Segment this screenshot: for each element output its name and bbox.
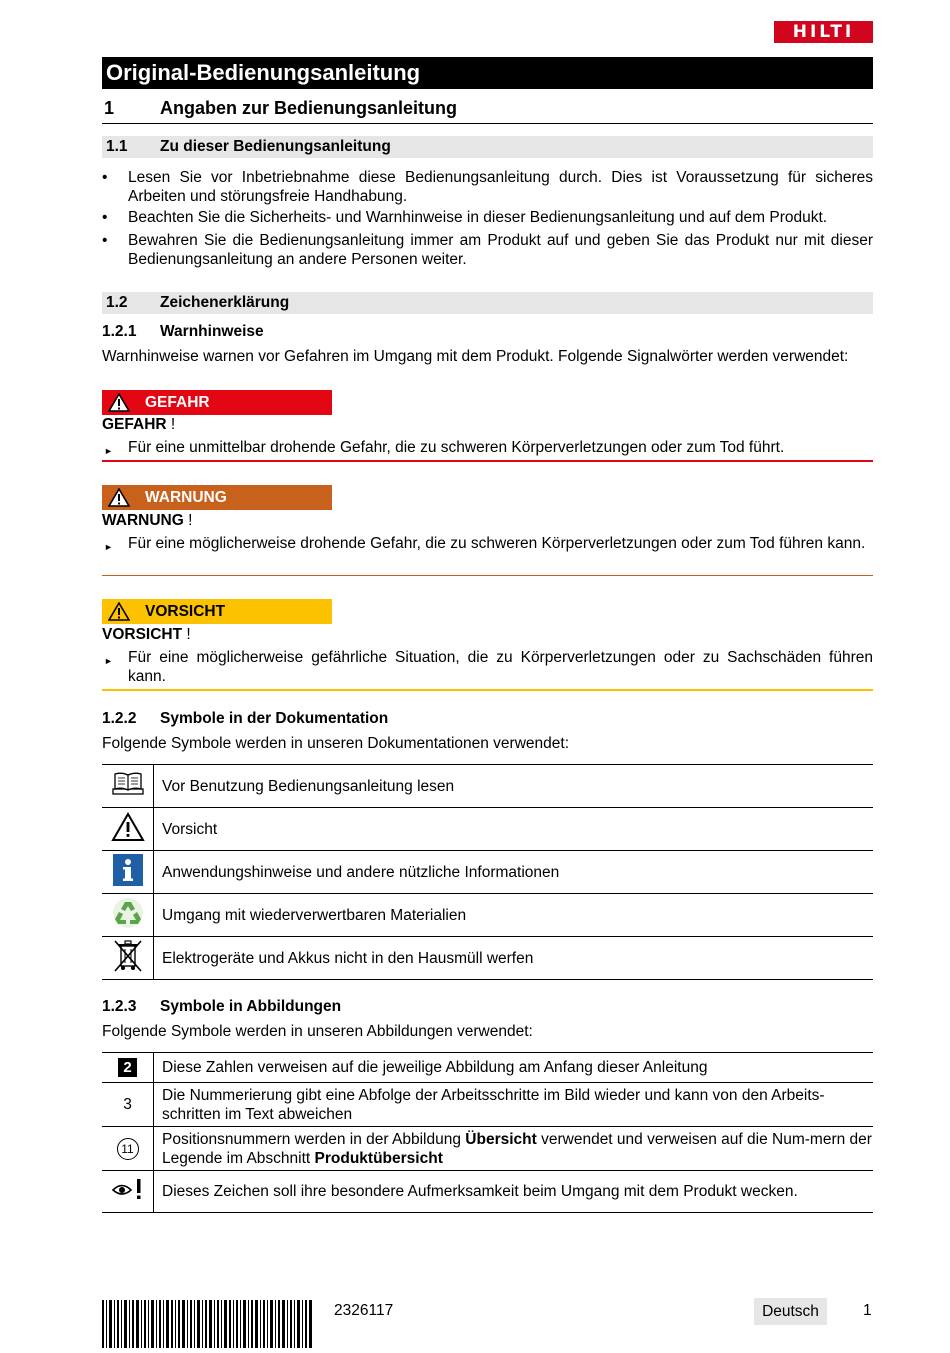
section-1-2-heading bbox=[102, 292, 873, 314]
signal-text: Für eine möglicherweise drohende Gefahr, die zu schweren Körperverletzungen oder zum Tod führen kann. bbox=[128, 535, 866, 552]
section-title: Symbole in Abbildungen bbox=[160, 998, 342, 1015]
position-number-circle: 11 bbox=[117, 1138, 139, 1160]
signal-description bbox=[102, 438, 873, 457]
eye-exclamation-icon bbox=[102, 1171, 154, 1213]
recycle-icon bbox=[102, 894, 154, 937]
symbol-description: Diese Zahlen verweisen auf die jeweilige Abbildung am Anfang dieser Anleitung bbox=[154, 1053, 874, 1083]
arrow-bullet-icon: ► bbox=[104, 446, 113, 456]
signal-description bbox=[102, 648, 873, 686]
symbol-description: Elektrogeräte und Akkus nicht in den Hausmüll werfen bbox=[154, 937, 874, 980]
desc-bold: Übersicht bbox=[465, 1130, 537, 1148]
bullet-dot: • bbox=[102, 232, 108, 249]
warning-triangle-icon bbox=[102, 393, 136, 412]
table-row bbox=[102, 851, 873, 894]
document-number: 2326117 bbox=[334, 1302, 394, 1319]
signal-divider bbox=[102, 460, 873, 462]
signal-divider bbox=[102, 575, 873, 576]
signal-panel-warnung bbox=[102, 485, 332, 510]
table-row bbox=[102, 1053, 873, 1083]
signal-text: Für eine möglicherweise gefährliche Situation, die zu Körperverletzungen oder zu Sachschäden führen kann. bbox=[128, 649, 873, 685]
section-title: Symbole in der Dokumentation bbox=[160, 710, 389, 727]
arrow-bullet-icon: ► bbox=[104, 542, 113, 552]
section-number: 1.1 bbox=[106, 138, 128, 155]
signal-word-text: VORSICHT bbox=[102, 626, 183, 643]
table-row bbox=[102, 1127, 873, 1171]
warnings-intro: Warnhinweise warnen vor Gefahren im Umgang mit dem Produkt. Folgende Signalwörter werden verwendet: bbox=[102, 348, 849, 365]
signal-word: GEFAHR ! bbox=[102, 416, 176, 433]
language-badge: Deutsch bbox=[754, 1298, 827, 1325]
section-number: 1.2.1 bbox=[102, 323, 137, 340]
bullet-text: Bewahren Sie die Bedienungsanleitung immer am Produkt auf und geben Sie das Produkt nur mit dieser Bedienungsanleitung an andere Personen weiter. bbox=[128, 232, 873, 268]
position-number-icon bbox=[102, 1127, 154, 1171]
desc-part: verwendet und verweisen auf die Num-mern der Legende im Abschnitt bbox=[162, 1130, 872, 1167]
section-1-2-1-heading bbox=[102, 323, 264, 341]
page-number: 1 bbox=[863, 1302, 872, 1319]
section-number: 1.2.2 bbox=[102, 710, 137, 727]
signal-divider bbox=[102, 689, 873, 691]
doc-symbols-intro: Folgende Symbole werden in unseren Dokumentationen verwendet: bbox=[102, 735, 570, 752]
signal-word-text: GEFAHR bbox=[102, 416, 167, 433]
desc-part: Positionsnummern werden in der Abbildung bbox=[162, 1130, 466, 1148]
signal-panel-gefahr bbox=[102, 390, 332, 415]
symbol-description: Vor Benutzung Bedienungsanleitung lesen bbox=[154, 765, 874, 808]
section-title: Zeichenerklärung bbox=[160, 294, 290, 311]
doc-symbols-table bbox=[102, 764, 873, 980]
fig-symbols-intro: Folgende Symbole werden in unseren Abbildungen verwendet: bbox=[102, 1023, 533, 1040]
bullet-item bbox=[102, 231, 873, 269]
symbol-description: Vorsicht bbox=[154, 808, 874, 851]
figure-symbols-table bbox=[102, 1052, 873, 1213]
bullet-item bbox=[102, 208, 873, 227]
bullet-text: Beachten Sie die Sicherheits- und Warnhinweise in dieser Bedienungsanleitung und auf dem Produkt. bbox=[128, 209, 828, 226]
section-1-1-heading bbox=[102, 136, 873, 158]
symbol-description bbox=[154, 1127, 874, 1171]
desc-bold: Produktübersicht bbox=[314, 1149, 443, 1167]
figure-number-badge: 2 bbox=[118, 1058, 137, 1077]
arrow-bullet-icon: ► bbox=[104, 656, 113, 666]
figure-number-icon bbox=[102, 1053, 154, 1083]
warning-triangle-icon bbox=[102, 808, 154, 851]
crossed-bin-icon bbox=[102, 937, 154, 980]
section-1-heading bbox=[102, 96, 873, 124]
signal-description bbox=[102, 534, 873, 572]
signal-word-text: WARNUNG bbox=[102, 512, 184, 529]
table-row bbox=[102, 937, 873, 980]
table-row bbox=[102, 1171, 873, 1213]
signal-label: GEFAHR bbox=[145, 393, 210, 411]
table-row bbox=[102, 808, 873, 851]
section-title: Angaben zur Bedienungsanleitung bbox=[160, 98, 458, 118]
book-icon bbox=[102, 765, 154, 808]
signal-text: Für eine unmittelbar drohende Gefahr, die zu schweren Körperverletzungen oder zum Tod führt. bbox=[128, 439, 785, 456]
signal-word: WARNUNG ! bbox=[102, 512, 193, 529]
info-icon bbox=[102, 851, 154, 894]
symbol-description: Umgang mit wiederverwertbaren Materialien bbox=[154, 894, 874, 937]
symbol-description: Anwendungshinweise und andere nützliche Informationen bbox=[154, 851, 874, 894]
barcode bbox=[102, 1300, 312, 1348]
section-number: 1 bbox=[104, 98, 115, 118]
table-row bbox=[102, 765, 873, 808]
signal-word: VORSICHT ! bbox=[102, 626, 191, 643]
symbol-description: Dieses Zeichen soll ihre besondere Aufmerksamkeit beim Umgang mit dem Produkt wecken. bbox=[154, 1171, 874, 1213]
section-number: 1.2.3 bbox=[102, 998, 137, 1015]
symbol-description: Die Nummerierung gibt eine Abfolge der Arbeitsschritte im Bild wieder und kann von den Arbeits-schritten im Text abweichen bbox=[154, 1083, 874, 1127]
signal-panel-vorsicht bbox=[102, 599, 332, 624]
signal-label: WARNUNG bbox=[145, 488, 227, 506]
section-number: 1.2 bbox=[106, 294, 128, 311]
section-title: Warnhinweise bbox=[160, 323, 264, 340]
step-number: 3 bbox=[102, 1083, 154, 1127]
section-title: Zu dieser Bedienungsanleitung bbox=[160, 138, 391, 155]
document-title: Original-Bedienungsanleitung bbox=[102, 57, 873, 89]
signal-label: VORSICHT bbox=[145, 602, 226, 620]
hilti-logo: HILTI bbox=[774, 21, 873, 43]
bullet-dot: • bbox=[102, 209, 108, 226]
table-row bbox=[102, 1083, 873, 1127]
bullet-text: Lesen Sie vor Inbetriebnahme diese Bedienungsanleitung durch. Dies ist Voraussetzung für sicheres Arbeiten und störungsfreie Handhabung. bbox=[128, 169, 873, 205]
bullet-item bbox=[102, 168, 873, 206]
section-1-2-3-heading bbox=[102, 998, 342, 1016]
warning-triangle-icon bbox=[102, 488, 136, 507]
bullet-dot: • bbox=[102, 169, 108, 186]
warning-triangle-icon bbox=[102, 602, 136, 621]
section-1-2-2-heading bbox=[102, 710, 389, 728]
table-row bbox=[102, 894, 873, 937]
